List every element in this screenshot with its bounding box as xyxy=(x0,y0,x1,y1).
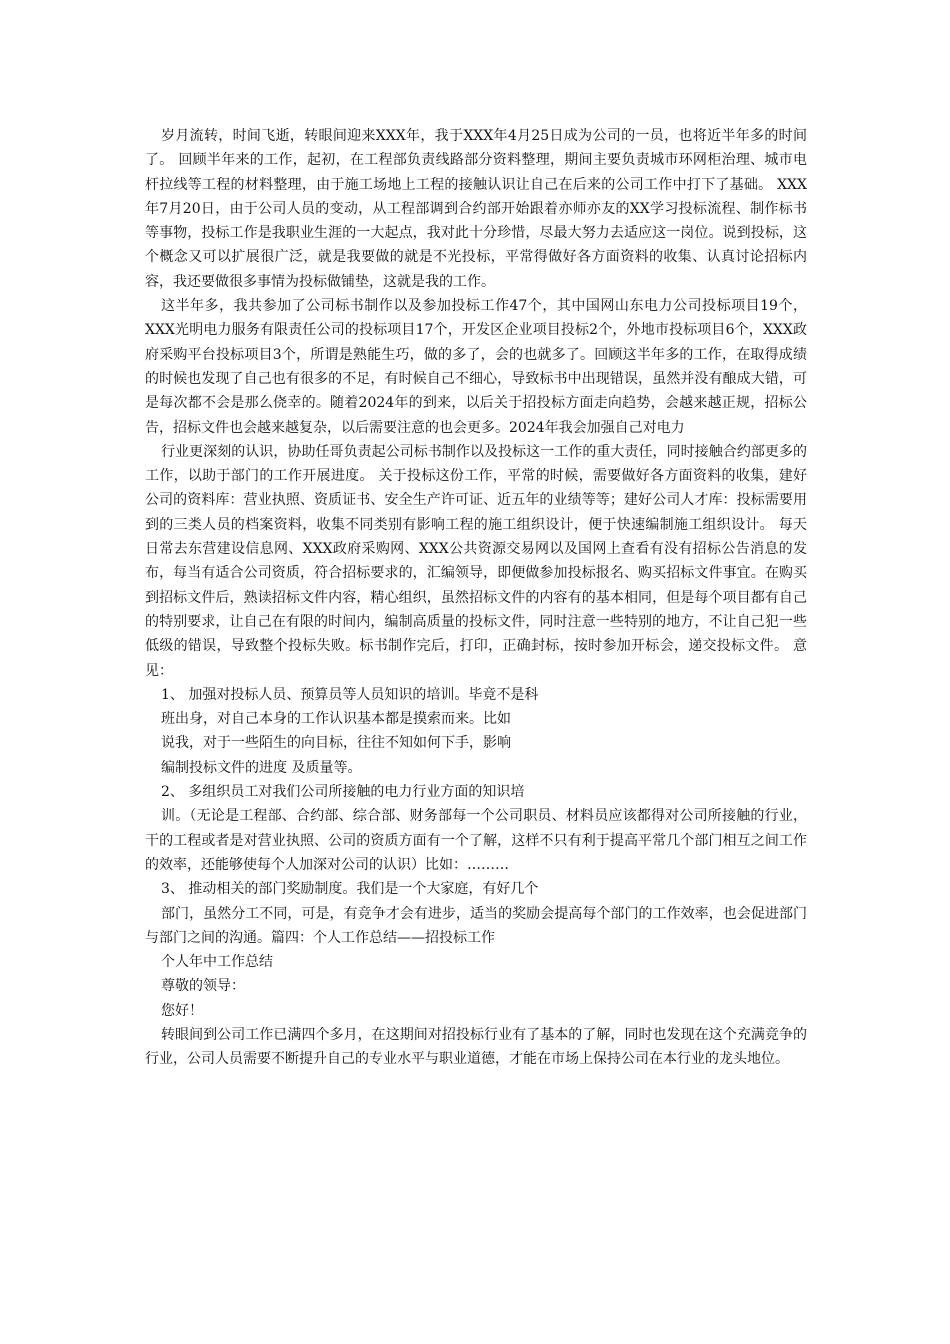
list-item-3: 3、 推动相关的部门奖励制度。我们是一个大家庭，有好几个 xyxy=(161,881,539,898)
paragraph-intro: 岁月流转，时间飞逝，转眼间迎来XXX年，我于XXX年4月25日成为公司的一员，也将近半年多的时间了。 回顾半年来的工作，起初，在工程部负责线路部分资料整理，期间主要负责城市环网柜治理、城市电杆拉线等工程的材料整理，由于施工场地上工程的接触认识让自己在后来的公司工作中打下了基础。 XXX年7月20日，由于公司人员的变动，从工程部调到合约部开始跟着亦师亦友的XX学习投标流程、制作标书等事物，投标工作是我职业生涯的一大起点，我对此十分珍惜，尽最大努力去适应这一岗位。说到投标，这个概念又可以扩展很广泛，就是我要做的就是不光投标，平常得做好各方面资料的收集、认真讨论招标内容，我还要做很多事情为投标做铺垫，这就是我的工作。 xyxy=(145,128,807,290)
list-item-3-body: 部门，虽然分工不同，可是，有竞争才会有进步，适当的奖励会提高每个部门的工作效率，也会促进部门与部门之间的沟通。篇四：个人工作总结——招投标工作 xyxy=(145,905,807,946)
list-item-1: 1、 加强对投标人员、预算员等人员知识的培训。毕竟不是科 xyxy=(161,686,539,703)
list-item-2-body: 训。（无论是工程部、合约部、综合部、财务部每一个公司职员、材料员应该都得对公司所接触的行业，干的工程或者是对营业执照、公司的资质方面有一个了解，这样不只有利于提高平常几个部门相互之间工作的效率，还能够使每个人加深对公司的认识）比如：……… xyxy=(145,808,807,873)
paragraph-half-year: 这半年多，我共参加了公司标书制作以及参加投标工作47个，其中国网山东电力公司投标项目19个，XXX光明电力服务有限责任公司的投标项目17个，开发区企业项目投标2个，外地市投标项目6个，XXX政府采购平台投标项目3个，所谓是熟能生巧，做的多了，会的也就多了。回顾这半年多的工作，在取得成绩的时候也发现了自己也有很多的不足，有时候自己不细心，导致标书中出现错误，虽然并没有酿成大错，可是每次都不会是那么侥幸的。随着2024年的到来，以后关于招投标方面走向趋势，会越来越正规，招标公告，招标文件也会越来越复杂，以后需要注意的也会更多。2024年我会加强自己对电力 xyxy=(145,298,807,436)
list-item-1-line-2: 班出身，对自己本身的工作认识基本都是摸索而来。比如 xyxy=(161,711,511,728)
salutation: 尊敬的领导： xyxy=(161,978,245,995)
list-item-1-line-3: 说我，对于一些陌生的向目标，往往不知如何下手，影响 xyxy=(161,735,511,752)
section-title: 个人年中工作总结 xyxy=(161,954,273,971)
list-item-1-line-4: 编制投标文件的进度 及质量等。 xyxy=(161,759,362,776)
greeting: 您好！ xyxy=(161,1002,203,1019)
paragraph-closing: 转眼间到公司工作已满四个多月，在这期间对招投标行业有了基本的了解，同时也发现在这个充满竞争的行业，公司人员需要不断提升自己的专业水平与职业道德，才能在市场上保持公司在本行业的龙头地位。 xyxy=(145,1026,807,1068)
list-item-2: 2、 多组织员工对我们公司所接触的电力行业方面的知识培 xyxy=(161,784,525,801)
document-body xyxy=(145,124,807,1072)
paragraph-industry: 行业更深刻的认识，协助任哥负责起公司标书制作以及投标这一工作的重大责任，同时接触合约部更多的工作，以助于部门的工作开展进度。 关于投标这份工作，平常的时候，需要做好各方面资料的收集，建好公司的资料库：营业执照、资质证书、安全生产许可证、近五年的业绩等等；建好公司人才库：投标需要用到的三类人员的档案资料，收集不同类别有影响工程的施工组织设计，便于快速编制施工组织设计。 每天日常去东营建设信息网、XXX政府采购网、XXX公共资源交易网以及国网上查看有没有招标公告消息的发布，每当有适合公司资质，符合招标要求的，汇编领导，即便做参加投标报名、购买招标文件事宜。在购买到招标文件后，熟读招标文件内容，精心组织，虽然招标文件的内容有的基本相同，但是每个项目都有自己的特别要求，让自己在有限的时间内，编制高质量的投标文件，同时注意一些特别的地方，不让自己犯一些低级的错误，导致整个投标失败。标书制作完后，打印，正确封标，按时参加开标会，递交投标文件。 意见： xyxy=(145,443,807,679)
